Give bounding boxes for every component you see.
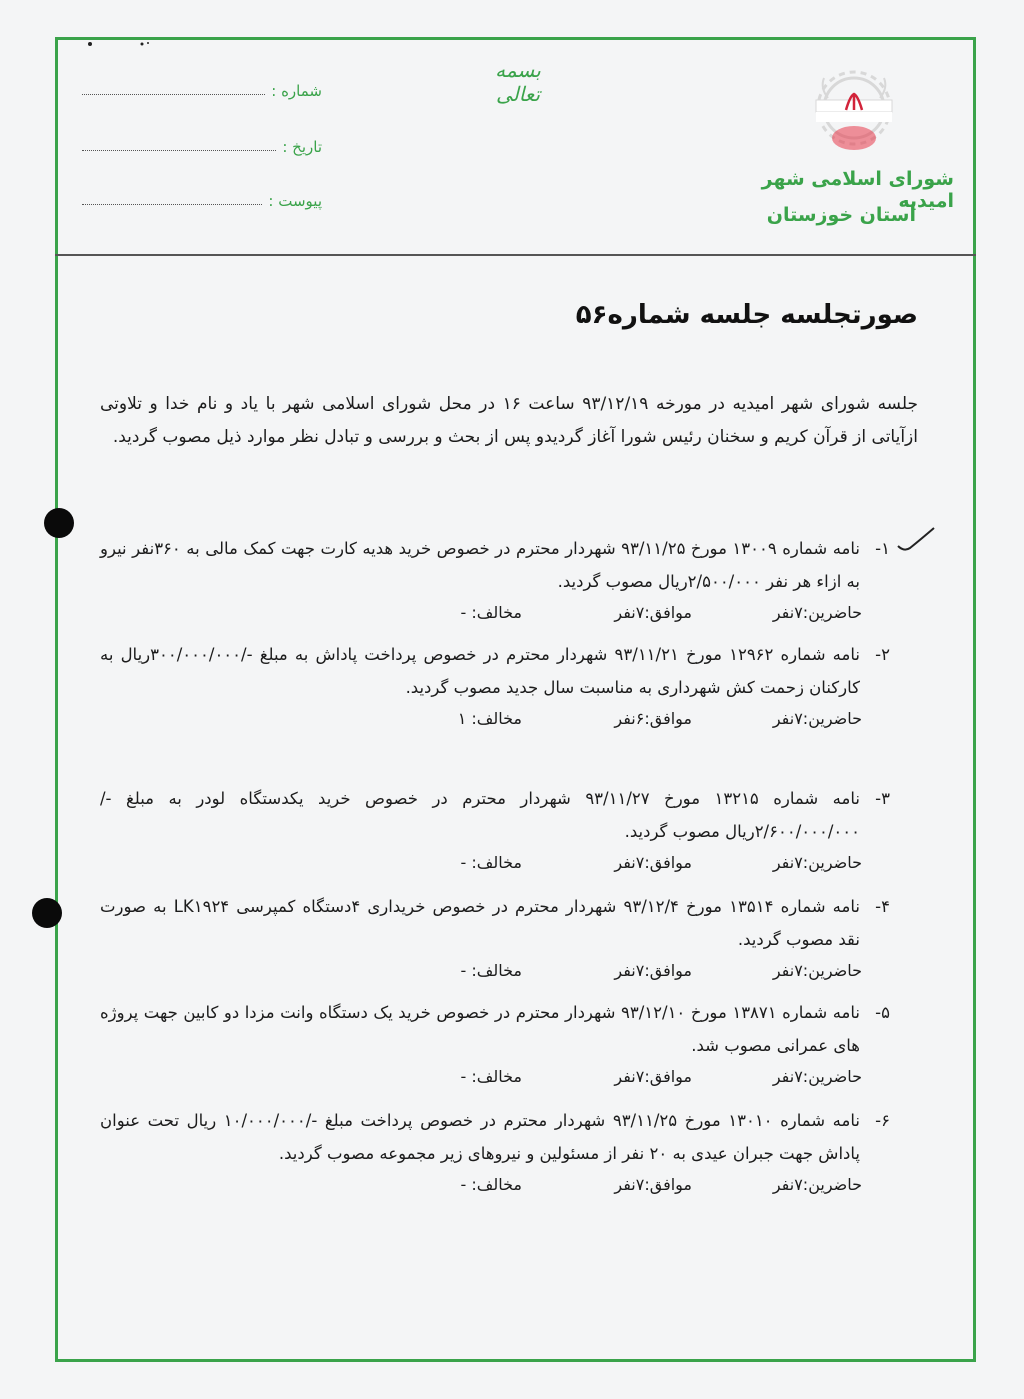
province-name: استان خوزستان xyxy=(766,204,916,226)
against-count: مخالف: - xyxy=(460,1175,522,1194)
date-dots xyxy=(82,140,276,151)
vote-row xyxy=(100,1062,890,1092)
attachment-field xyxy=(82,186,322,210)
check-mark-icon xyxy=(896,526,936,552)
number-label: شماره : xyxy=(271,82,322,100)
against-count: مخالف: - xyxy=(460,961,522,980)
item-number: ۴- xyxy=(875,897,890,916)
item-number: ۱- xyxy=(875,539,890,558)
punch-hole-icon xyxy=(32,898,62,928)
against-count: مخالف: - xyxy=(460,1067,522,1086)
item-text: نامه شماره ۱۳۲۱۵ مورخ ۹۳/۱۱/۲۷ شهردار محترم در خصوص خرید یکدستگاه لودر به مبلغ -/۲/۶۰۰/۰۰۰/۰۰۰ریال مصوب گردید. xyxy=(100,789,860,841)
vote-row xyxy=(100,1170,890,1200)
item-text: نامه شماره ۱۳۰۱۰ مورخ ۹۳/۱۱/۲۵ شهردار محترم در خصوص پرداخت مبلغ -/۱۰/۰۰۰/۰۰۰ ریال تحت عنوان پاداش جهت جبران عیدی به ۲۰ نفر از مسئولین و نیروهای زیر مجموعه مصوب گردید. xyxy=(100,1111,860,1163)
against-count: مخالف: - xyxy=(460,853,522,872)
vote-row xyxy=(100,598,890,628)
present-count: حاضرین:۷نفر xyxy=(772,603,862,622)
present-count: حاضرین:۷نفر xyxy=(772,1067,862,1086)
item-text: نامه شماره ۱۲۹۶۲ مورخ ۹۳/۱۱/۲۱ شهردار محترم در خصوص پرداخت پاداش به مبلغ -/۳۰۰/۰۰۰/۰۰۰ریال به کارکنان زحمت کش شهرداری به مناسبت سال جدید مصوب گردید. xyxy=(100,645,860,697)
bismillah: بسمه تعالی xyxy=(495,58,541,106)
intro-paragraph: جلسه شورای شهر امیدیه در مورخه ۹۳/۱۲/۱۹ ساعت ۱۶ در محل شورای اسلامی شهر با یاد و نام خدا و تلاوتی ازآیاتی از قرآن کریم و سخنان رئیس شورا آغاز گردیدو پس از بحث و بررسی و تبادل نظر موارد ذیل مصوب گردید. xyxy=(100,394,918,447)
resolution-item-1 xyxy=(100,532,890,628)
attachment-label: پیوست : xyxy=(268,192,322,210)
resolution-item-2 xyxy=(100,638,890,734)
agree-count: موافق:۷نفر xyxy=(614,1067,692,1086)
resolution-item-6 xyxy=(100,1104,890,1200)
resolution-item-4 xyxy=(100,890,890,986)
punch-hole-icon xyxy=(44,508,74,538)
present-count: حاضرین:۷نفر xyxy=(772,853,862,872)
item-number: ۳- xyxy=(875,789,890,808)
agree-count: موافق:۷نفر xyxy=(614,603,692,622)
scan-mark xyxy=(86,40,166,48)
agree-count: موافق:۶نفر xyxy=(614,709,692,728)
council-name: شورای اسلامی شهر امیدیه xyxy=(761,168,954,212)
item-text: نامه شماره ۱۳۸۷۱ مورخ ۹۳/۱۲/۱۰ شهردار محترم در خصوص خرید یک دستگاه وانت مزدا دو کابین جهت پروژه های عمرانی مصوب شد. xyxy=(100,1003,860,1055)
item-number: ۶- xyxy=(875,1111,890,1130)
iran-emblem-icon xyxy=(798,70,910,162)
resolution-item-3 xyxy=(100,782,890,878)
agree-count: موافق:۷نفر xyxy=(614,1175,692,1194)
number-dots xyxy=(82,84,265,95)
present-count: حاضرین:۷نفر xyxy=(772,961,862,980)
number-field xyxy=(82,76,322,100)
present-count: حاضرین:۷نفر xyxy=(772,1175,862,1194)
present-count: حاضرین:۷نفر xyxy=(772,709,862,728)
against-count: مخالف: ۱ xyxy=(457,709,522,728)
date-field xyxy=(82,132,322,156)
against-count: مخالف: - xyxy=(460,603,522,622)
vote-row xyxy=(100,956,890,986)
resolution-item-5 xyxy=(100,996,890,1092)
item-text: نامه شماره ۱۳۰۰۹ مورخ ۹۳/۱۱/۲۵ شهردار محترم در خصوص خرید هدیه کارت جهت کمک مالی به ۳۶۰نفر نیرو به ازاء هر نفر ۲/۵۰۰/۰۰۰ریال مصوب گردید. xyxy=(100,539,861,591)
document-title: صورتجلسه جلسه شماره۵۶ xyxy=(575,300,918,330)
item-number: ۲- xyxy=(875,645,890,664)
agree-count: موافق:۷نفر xyxy=(614,961,692,980)
date-label: تاریخ : xyxy=(282,138,322,156)
item-number: ۵- xyxy=(875,1003,890,1022)
attachment-dots xyxy=(82,194,262,205)
header-divider xyxy=(55,254,976,256)
vote-row xyxy=(100,848,890,878)
item-text: نامه شماره ۱۳۵۱۴ مورخ ۹۳/۱۲/۴ شهردار محترم در خصوص خریداری ۴دستگاه کمپرسی LK۱۹۲۴ به صورت نقد مصوب گردید. xyxy=(100,897,860,949)
agree-count: موافق:۷نفر xyxy=(614,853,692,872)
vote-row xyxy=(100,704,890,734)
